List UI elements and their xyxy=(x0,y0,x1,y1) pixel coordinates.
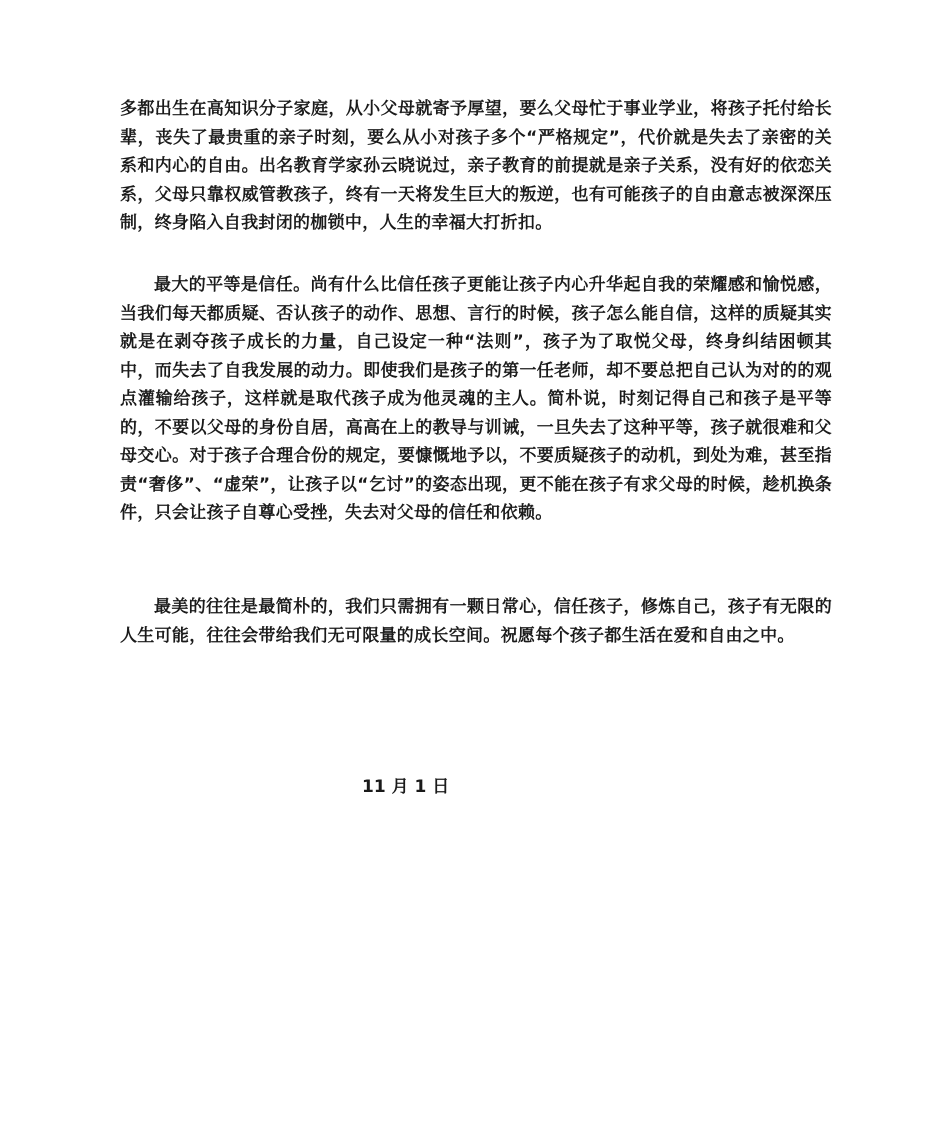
paragraph-3: 最美的往往是最简朴的，我们只需拥有一颗日常心，信任孩子，修炼自己，孩子有无限的人生可能，往往会带给我们无可限量的成长空间。祝愿每个孩子都生活在爱和自由之中。 xyxy=(120,597,832,646)
paragraph-2: 最大的平等是信任。尚有什么比信任孩子更能让孩子内心升华起自我的荣耀感和愉悦感，当我们每天都质疑、否认孩子的动作、思想、言行的时候，孩子怎么能自信，这样的质疑其实就是在剥夺孩子成长的力量，自己设定一种“法则”，孩子为了取悦父母，终身纠结困顿其中，而失去了自我发展的动力。即使我们是孩子的第一任老师，却不要总把自己认为对的的观点灌输给孩子，这样就是取代孩子成为他灵魂的主人。简朴说，时刻记得自己和孩子是平等的，不要以父母的身份自居，高高在上的教导与训诫，一旦失去了这种平等，孩子就很难和父母交心。对于孩子合理合份的规定，要慷慨地予以，不要质疑孩子的动机，到处为难，甚至指责“奢侈”、“虚荣”，让孩子以“乞讨”的姿态出现，更不能在孩子有求父母的时候，趁机换条件，只会让孩子自尊心受挫，失去对父母的信任和依赖。 xyxy=(120,275,832,523)
document-date: 11 月 1 日 xyxy=(362,777,450,797)
paragraph-1: 多都出生在高知识分子家庭，从小父母就寄予厚望，要么父母忙于事业学业，将孩子托付给长辈，丧失了最贵重的亲子时刻，要么从小对孩子多个“严格规定”，代价就是失去了亲密的关系和内心的自由。出名教育学家孙云晓说过，亲子教育的前提就是亲子关系，没有好的依恋关系，父母只靠权威管教孩子，终有一天将发生巨大的叛逆，也有可能孩子的自由意志被深深压制，终身陷入自我封闭的枷锁中，人生的幸福大打折扣。 xyxy=(120,99,832,233)
